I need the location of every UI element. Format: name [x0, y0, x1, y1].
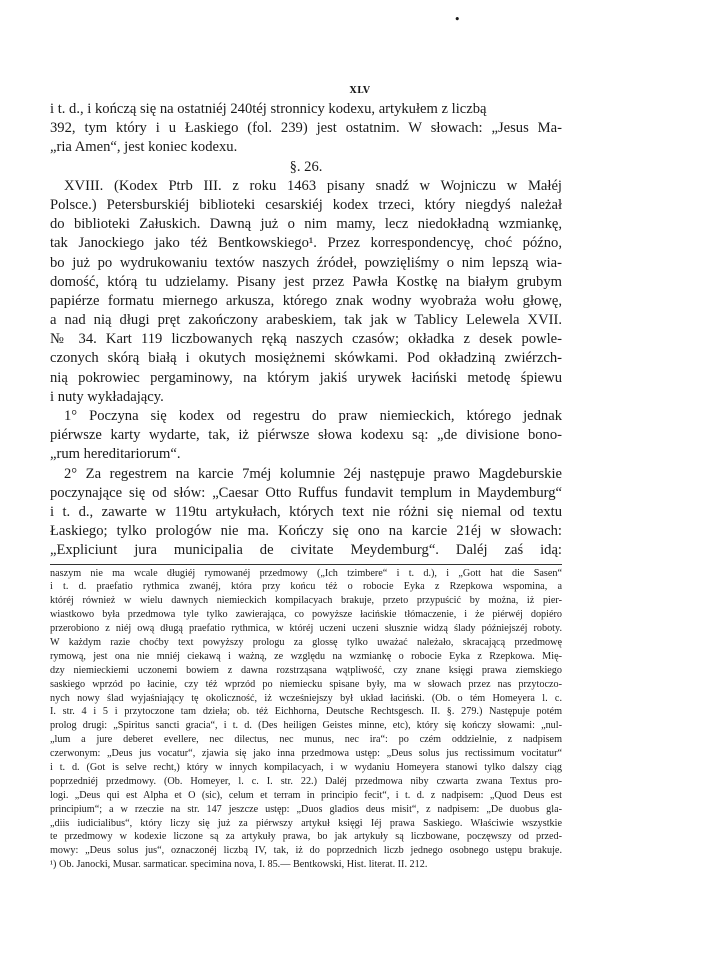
- page-number-header: XLV: [349, 86, 371, 96]
- footnote-line: logi. „Deus qui est Alpha et O (sic), celum et terram in principio fecit“, i t. d. z nadpisem: „Quod Deus est: [50, 789, 562, 801]
- text-line: i nuty wykładający.: [50, 388, 164, 405]
- footnote-line: nych nowy ślad wyjaśniający tę okoliczność, iż wcześniejszy był układ łaciński. (Ob. o tém Homeyera l. c.: [50, 692, 562, 704]
- text-line: Polsce.) Petersburskiéj biblioteki cesarskiéj kodex trzeci, który niegdyś należał: [50, 196, 562, 213]
- footnote-line: rymową, jest ona nie mniéj ciekawą i ważną, ze względu na wzmiankę o robocie Eyka z Rzepkowa. Mię-: [50, 650, 562, 662]
- text-line: XVIII. (Kodex Ptrb III. z roku 1463 pisany snadź w Wojniczu w Małéj: [64, 177, 562, 194]
- text-line: i t. d., i kończą się na ostatniéj 240téj stronnicy kodexu, artykułem z liczbą: [50, 101, 487, 117]
- footnote-line: mowy: „Deus solus jus“, oznaczonéj liczbą IV, tak, iż do poprzednich liczb jednego osobnego ustępu brakuje.: [50, 845, 562, 857]
- footnote-line: „lum a jure deberet evellere, nec dilectus, nec munus, nec ira“: po czém oddzielnie, z nadpisem: [50, 734, 562, 746]
- text-line: № 34. Kart 119 liczbowanych ręką naszych czasów; okładka z desek powle-: [50, 331, 562, 348]
- footnote-line: wiastkowo była przedmowa tyle tylko zawierająca, co powyższe łacińskie tłómaczenie, i że piérwéj dopiéro: [50, 609, 562, 621]
- footnote-line: principium“; a w rzeczie na str. 147 jeszcze ustęp: „Duos gladios deus misit“, z nadpisem: „De duobus gla-: [50, 803, 562, 815]
- footnote-line: i t. d. (Got is selve recht,) który w innych kompilacyach, i w wydaniu Homeyera stanowi tylko dalszy ciąg: [50, 761, 562, 773]
- footnote-line: W każdym razie choćby text powyższy prologu za glossę tylko uważać należało, skracającą przedmowę: [50, 636, 562, 648]
- footnote-line: te przedmowy w kodexie liczone są za artykuły prawa, bo jak artykuły są liczbowane, poczęwszy od przed-: [50, 831, 562, 843]
- footnote-line: poprzedniéj przedmowy. (Ob. Homeyer, l. c. I. str. 22.) Daléj przedmowa niby czwarta zwana Textus pro-: [50, 775, 562, 787]
- footnotes: [50, 567, 562, 873]
- text-line: papiérze formatu miernego arkusza, którego znak wodny wyobraża wołu głowę,: [50, 292, 562, 309]
- text-line: czonych skórą białą i okutych mosiężnemi skówkami. Pod okładziną zwiérzch-: [50, 350, 562, 367]
- text-line: a nad nią długi pręt zakończony arabeskiem, tak jak w Tablicy Lelewela XVII.: [50, 312, 562, 329]
- text-line: do biblioteki Załuskich. Dawną już o nim mamy, lecz niedokładną wzmiankę,: [50, 216, 562, 233]
- footnote-line: saskiego wprzód po łacinie, czy téż wprzód po niemiecku spisane były, ma w słowach przez nas przytoczo-: [50, 678, 562, 690]
- text-line: poczynające się od słów: „Caesar Otto Ruffus fundavit templum in Maydemburg“: [50, 484, 562, 501]
- stray-mark: •: [454, 13, 461, 26]
- text-line: 2° Za regestrem na karcie 7méj kolumnie 2éj następuje prawo Magdeburskie: [64, 465, 562, 482]
- footnote-line: ¹) Ob. Janocki, Musar. sarmaticar. specimina nova, I. 85.— Bentkowski, Hist. literat. II. 212.: [50, 859, 428, 871]
- footnote-line: I. str. 4 i 5 i przytoczone tam dzieła; ob. téż Eichhorna, Deutsche Rechtsgesch. II. §. 279.) Następuje potém: [50, 706, 562, 718]
- text-line: i t. d., zawarte w 119tu artykułach, których text nie różni się niemal od textu: [50, 503, 562, 520]
- footnote-divider: [50, 564, 562, 565]
- section-heading: §. 26.: [289, 158, 323, 175]
- page-text: [50, 100, 562, 872]
- footnote-line: dzy niemieckiemi uczonemi bowiem z dawna rozstrząsana wątpliwość, czy znane księgi prawa ziemskiego: [50, 664, 562, 676]
- text-line: „ria Amen“, jest koniec kodexu.: [50, 139, 238, 156]
- text-line: nią pokrowiec pergaminowy, na którym jakiś urywek łaciński metodę śpiewu: [50, 369, 562, 386]
- text-line: Łaskiego; tylko prologów nie ma. Kończy się ono na karcie 21éj w słowach:: [50, 523, 562, 540]
- text-line: bo już po wydrukowaniu textów naszych źródeł, powzięliśmy o nim lepszą wia-: [50, 254, 562, 271]
- footnote-line: „diis iudicialibus“, który liczy się już za piérwszy artykuł księgi Iéj prawa Saskiego. Właściwie wszystkie: [50, 817, 562, 829]
- footnote-line: prolog drugi: „Spiritus sancti gracia“, i t. d. (Des heiligen Geistes minne, etc), który się kończy słowami: „nul-: [50, 720, 562, 732]
- footnote-line: któréj również w wielu dawnych niemieckich kompilacyach brakuje, przeto przypuścić by można, iż pier-: [50, 595, 562, 607]
- footnote-line: czerwonym: „Deus jus vocatur“, zjawia się jako inna przedmowa ustęp: „Deus solus jus rectissimum vocitatur“: [50, 748, 562, 760]
- footnote-line: przerobiono z niéj ową długą praefatio rythmica, w któréj uczeni uczeni słusznie widzą ślady późniejszéj roboty.: [50, 623, 562, 635]
- footnote-line: naszym nie ma wcale długiéj rymowanéj przedmowy („Ich tzimbere“ i t. d.), i „Gott hat die Sasen“: [50, 567, 562, 579]
- text-line: 1° Poczyna się kodex od regestru do praw niemieckich, którego jednak: [64, 408, 562, 424]
- text-line: „Expliciunt jura municipalia de civitate Meydemburg“. Daléj zaś idą:: [50, 542, 562, 559]
- text-line: 392, tym który i u Łaskiego (fol. 239) jest ostatnim. W słowach: „Jesus Ma-: [50, 120, 562, 137]
- text-line: domość, którą tu udzielamy. Pisany jest przez Pawła Kostkę na białym grubym: [50, 273, 562, 290]
- main-text: [50, 100, 562, 561]
- text-line: tak Janockiego jako téż Bentkowskiego¹. Przez korrespondencyę, choć późno,: [50, 235, 562, 252]
- text-line: „rum hereditariorum“.: [50, 446, 181, 463]
- text-line: piérwsze karty wydarte, tak, iż piérwsze słowa kodexu są: „de divisione bono-: [50, 427, 562, 444]
- footnote-line: i t. d. praefatio rythmica zwanéj, która przy końcu téż o robocie Eyka z Rzepkowa wspomina, a: [50, 581, 562, 593]
